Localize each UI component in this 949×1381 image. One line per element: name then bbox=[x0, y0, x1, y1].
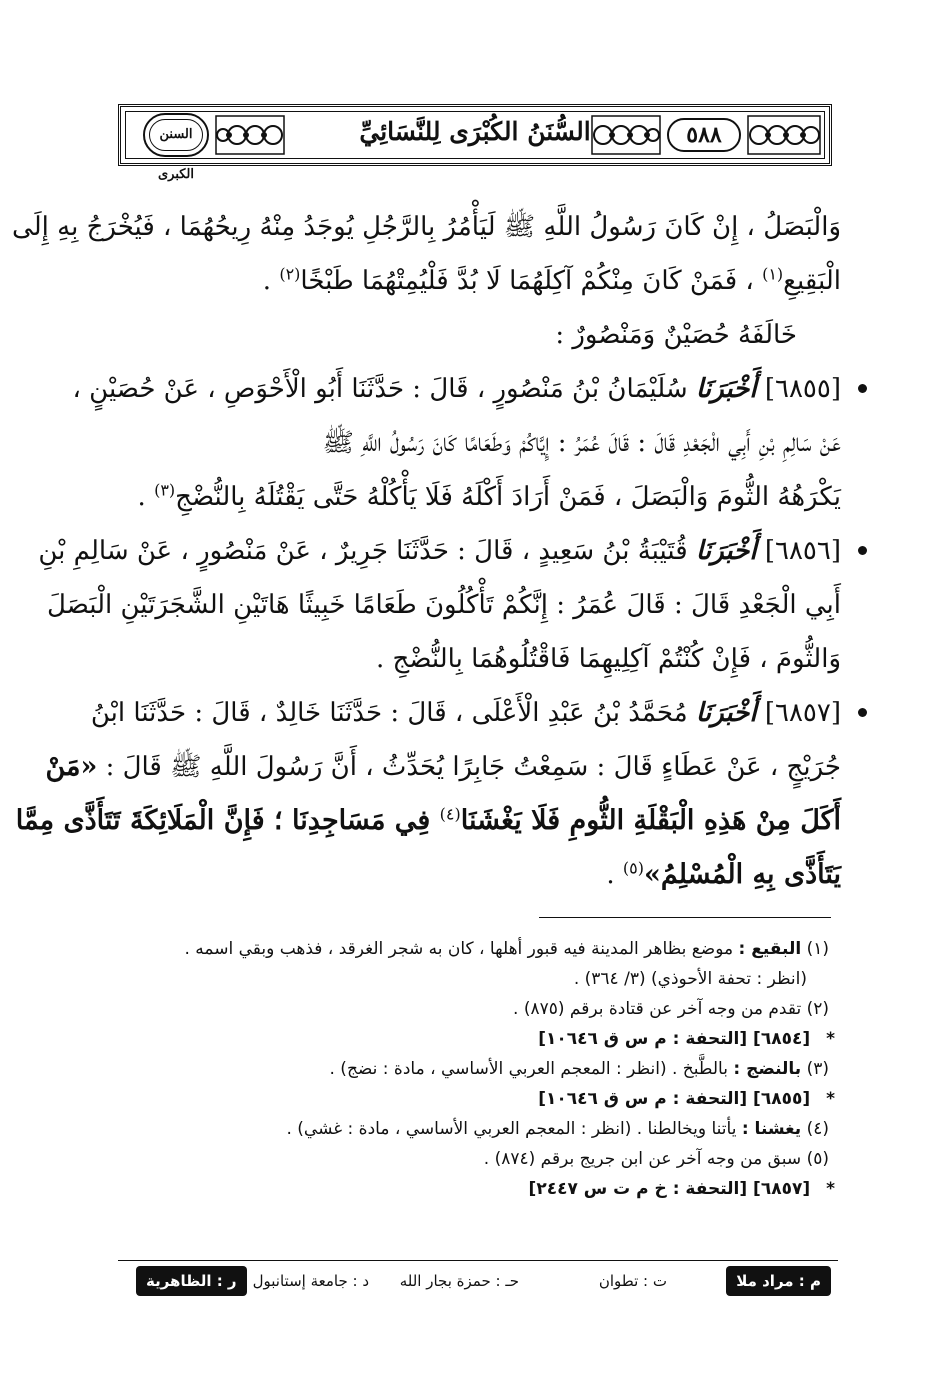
footnote-term: البقيع : bbox=[738, 939, 802, 959]
book-emblem: السنن الكبرى bbox=[143, 113, 209, 157]
ornament-right-icon bbox=[747, 115, 821, 155]
footnote-number: (٤) bbox=[806, 1119, 829, 1139]
footnote-text: بالطَّبخ . (انظر : المعجم العربي الأساسي ، مادة : نضج) . bbox=[329, 1059, 734, 1079]
footnote-text: موضع بظاهر المدينة فيه قبور أهلها ، كان به شجر الغرقد ، فذهب وبقي اسمه . bbox=[184, 939, 739, 959]
page-header bbox=[118, 104, 832, 182]
footnotes bbox=[109, 934, 835, 1204]
main-text bbox=[12, 200, 841, 902]
text-segment: ، فَمَنْ كَانَ مِنْكُمْ آكِلَهُمَا لَا بُدَّ فَلْيُمِتْهُمَا طَبْخًا bbox=[300, 266, 763, 296]
page-number: ٥٨٨ bbox=[667, 118, 741, 152]
footnote-term: يغشنا : bbox=[741, 1119, 802, 1139]
text-line: وَالثُّومَ ، فَإِنْ كُنْتُمْ آكِلِيهِمَا فَاقْتُلُوهُمَا بِالنُّضْجِ . bbox=[376, 644, 841, 674]
text-segment: يَكْرَهُهُ الثُّومَ وَالْبَصَلَ ، فَمَنْ أَرَادَ أَكْلَهُ فَلَا يَأْكُلْهُ حَتَّى يَقْتُلَهُ بِالنُّضْجِ bbox=[175, 482, 841, 512]
footnote-5: (٥) سبق من وجه آخر عن ابن جريج برقم (٨٧٤) . bbox=[483, 1149, 829, 1169]
hadith-number: [٦٨٥٦] bbox=[764, 536, 841, 566]
footnote-ref-4: (٤) bbox=[439, 804, 461, 824]
book-title: السُّنَنُ الكُبْرَى لِلنَّسَائِيِّ bbox=[359, 117, 591, 146]
quote-start: «مَنْ bbox=[45, 751, 98, 782]
quote-text: فِي مَسَاجِدِنَا ؛ فَإِنَّ الْمَلَائِكَةَ تَتَأَذَّى مِمَّا bbox=[15, 805, 440, 836]
hadith-6857 bbox=[15, 686, 841, 902]
text-line bbox=[106, 470, 841, 524]
tuhfa-text: [٦٨٥٥] [التحفة : م س ق ١٠٦٤٦] bbox=[538, 1089, 811, 1109]
asterisk-icon: * bbox=[826, 1029, 835, 1049]
text-line: أَبِي الْجَعْدِ قَالَ : قَالَ عُمَرُ : إِنَّكُمْ تَأْكُلُونَ طَعَامًا خَبِيثًا هَاتَيْنِ الشَّجَرَتَيْنِ الْبَصَلَ bbox=[47, 590, 841, 620]
footnote-1-continuation: (انظر : تحفة الأحوذي) (٣/ ٣٦٤) . bbox=[573, 969, 807, 989]
footnote-text: يأتنا ويخالطنا . (انظر : المعجم العربي الأساسي ، مادة : غشي) . bbox=[286, 1119, 742, 1139]
manuscript-zahiriyya: ر : الظاهرية bbox=[136, 1266, 247, 1296]
tuhfa-ref-6855 bbox=[109, 1084, 835, 1114]
text-segment: قُتَيْبَةُ بْنُ سَعِيدٍ ، قَالَ : حَدَّثَنَا جَرِيرٌ ، عَنْ مَنْصُورٍ ، عَنْ سَالِمِ بْنِ bbox=[38, 536, 696, 566]
footnote-2: (٢) تقدم من وجه آخر عن قتادة برقم (٨٧٥) . bbox=[513, 999, 829, 1019]
term-baqi: الْبَقِيعِ bbox=[783, 266, 841, 296]
asterisk-icon: * bbox=[826, 1179, 835, 1199]
akhbarana-word: أَخْبَرَنَا bbox=[695, 698, 757, 728]
text-segment: مُحَمَّدُ بْنُ عَبْدِ الْأَعْلَى ، قَالَ : حَدَّثَنَا خَالِدٌ ، قَالَ : حَدَّثَنَا ابْنُ bbox=[90, 698, 696, 728]
text-line: عَنْ سَالِمِ بْنِ أَبِي الْجَعْدِ قَالَ : قَالَ عُمَرُ : إِيَّاكُمْ وَطَعَامًا كَانَ رَسُولُ اللَّهِ ﷺ bbox=[322, 428, 841, 458]
footnote-ref-1: (١) bbox=[762, 264, 784, 284]
footnote-number: (١) bbox=[806, 939, 829, 959]
text-line bbox=[45, 740, 841, 794]
text-line bbox=[90, 686, 841, 740]
quote-text: أَكَلَ مِنْ هَذِهِ الْبَقْلَةِ الثُّومِ فَلَا يَغْشَنَا bbox=[460, 805, 841, 836]
manuscript-murad-molla: م : مراد ملا bbox=[726, 1266, 831, 1296]
text-segment: سُلَيْمَانُ بْنُ مَنْصُورٍ ، قَالَ : حَدَّثَنَا أَبُو الْأَحْوَصِ ، عَنْ حُصَيْنٍ ، bbox=[72, 374, 696, 404]
tuhfa-text: [٦٨٥٧] [التحفة : خ م ت س ٢٤٤٧] bbox=[528, 1179, 811, 1199]
akhbarana-word: أَخْبَرَنَا bbox=[695, 374, 757, 404]
hadith-6855 bbox=[72, 362, 841, 524]
footnote-4 bbox=[109, 1114, 829, 1144]
manuscript-istanbul: د : جامعة إستانبول bbox=[252, 1272, 369, 1290]
text-segment: . bbox=[606, 860, 623, 890]
footnote-1 bbox=[109, 934, 829, 964]
footnote-ref-5: (٥) bbox=[622, 858, 644, 878]
text-line bbox=[106, 254, 841, 308]
akhbarana-word: أَخْبَرَنَا bbox=[695, 536, 757, 566]
hadith-number: [٦٨٥٧] bbox=[764, 698, 841, 728]
text-line: وَالْبَصَلُ ، إِنْ كَانَ رَسُولُ اللَّهِ ﷺ لَيَأْمُرُ بِالرَّجُلِ يُوجَدُ مِنْهُ رِيحُهُمَا ، فَيُخْرَجُ بِهِ إِلَى bbox=[12, 212, 841, 242]
tuhfa-ref-6857 bbox=[109, 1174, 835, 1204]
manuscript-tetouan: ت : تطوان bbox=[598, 1272, 667, 1290]
bullet-icon bbox=[858, 384, 867, 393]
manuscript-hamza: حـ : حمزة بجار الله bbox=[399, 1272, 519, 1290]
bottom-divider bbox=[118, 1260, 838, 1261]
hadith-6856 bbox=[38, 524, 841, 686]
hadith-number: [٦٨٥٥] bbox=[764, 374, 841, 404]
bullet-icon bbox=[858, 546, 867, 555]
paragraph-continuation bbox=[12, 200, 841, 362]
ornament-left-inner-icon bbox=[215, 115, 285, 155]
text-line bbox=[15, 794, 841, 848]
text-line bbox=[72, 362, 841, 416]
footnote-ref-3: (٣) bbox=[154, 480, 176, 500]
footnote-divider bbox=[539, 917, 831, 918]
text-line: خَالَفَهُ حُصَيْنٌ وَمَنْصُورٌ : bbox=[555, 320, 797, 350]
text-line bbox=[106, 848, 841, 902]
quote-end: يَتَأَذَّى بِهِ الْمُسْلِمُ» bbox=[643, 859, 841, 890]
footnote-3 bbox=[109, 1054, 829, 1084]
asterisk-icon: * bbox=[826, 1089, 835, 1109]
tuhfa-ref-6854 bbox=[109, 1024, 835, 1054]
text-segment: . bbox=[137, 482, 155, 512]
text-segment: جُرَيْجٍ ، عَنْ عَطَاءٍ قَالَ : سَمِعْتُ جَابِرًا يُحَدِّثُ ، أَنَّ رَسُولَ اللَّهِ ﷺ قَالَ : bbox=[97, 752, 841, 782]
footnote-number: (٣) bbox=[806, 1059, 829, 1079]
footnote-ref-2: (٢) bbox=[279, 264, 301, 284]
text-line bbox=[38, 524, 841, 578]
bullet-icon bbox=[858, 708, 867, 717]
text-segment: . bbox=[262, 266, 280, 296]
footnote-term: بالنضج : bbox=[733, 1059, 802, 1079]
tuhfa-text: [٦٨٥٤] [التحفة : م س ق ١٠٦٤٦] bbox=[538, 1029, 811, 1049]
